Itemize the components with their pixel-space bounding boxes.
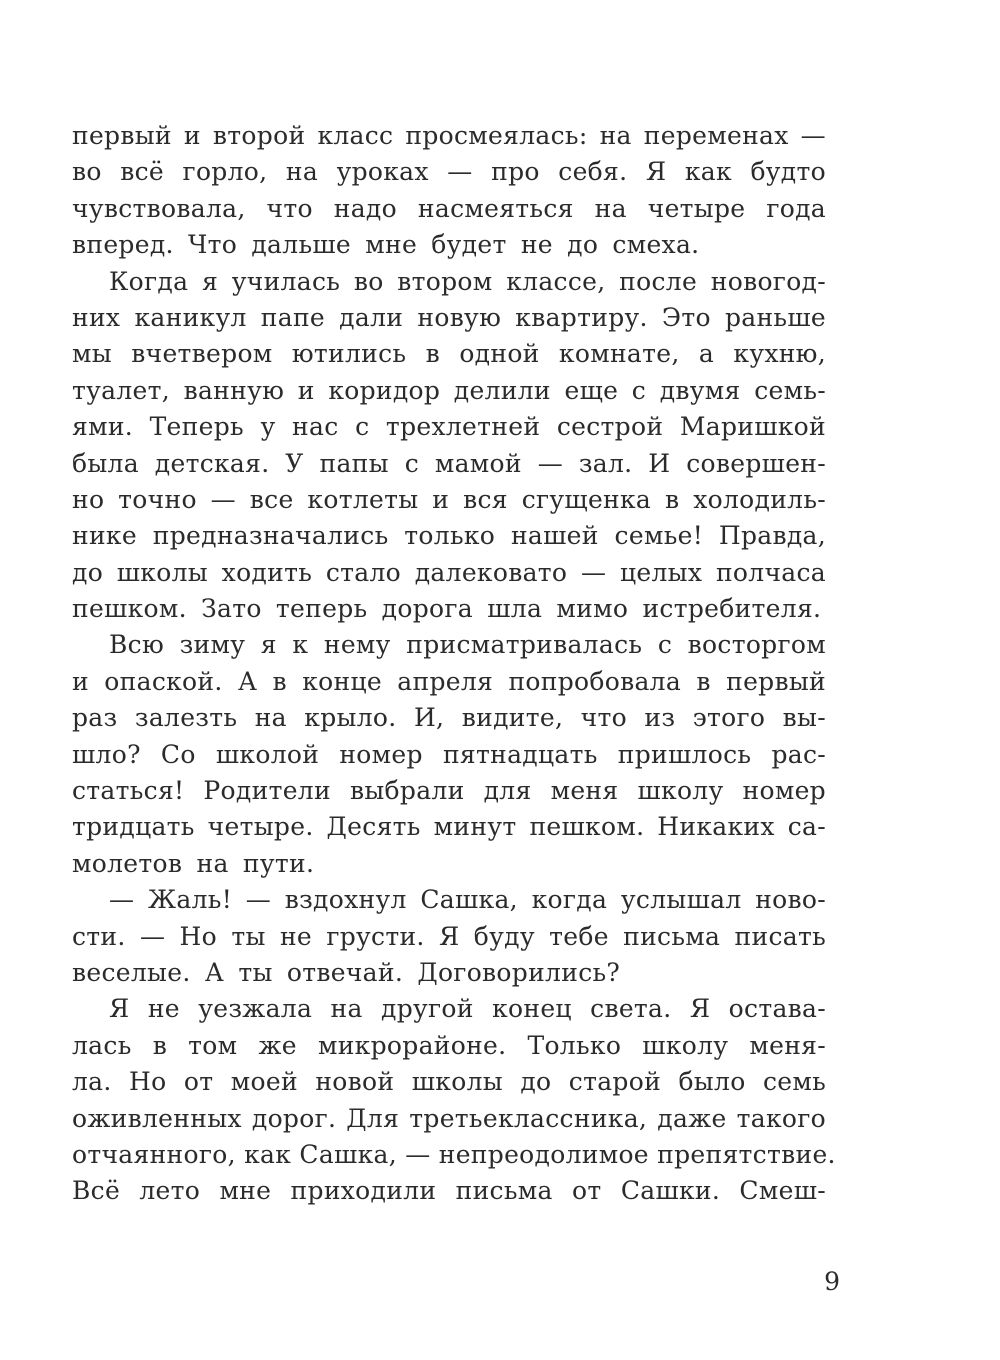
text-line: первый и второй класс просмеялась: на переменах — bbox=[72, 121, 826, 150]
text-line: Когда я училась во втором классе, после новогод- bbox=[109, 266, 826, 296]
text-line: оживленных дорог. Для третьеклассника, даже такого bbox=[72, 1103, 826, 1133]
text-line: и опаской. А в конце апреля попробовала в первый bbox=[72, 666, 826, 696]
page-text bbox=[72, 118, 836, 1210]
text-line: шло? Со школой номер пятнадцать пришлось рас- bbox=[72, 739, 826, 769]
text-line: чувствовала, что надо насмеяться на четыре года bbox=[72, 193, 826, 223]
page-number: 9 bbox=[824, 1267, 840, 1296]
text-line: вперед. Что дальше мне будет не до смеха. bbox=[72, 230, 700, 260]
text-line: молетов на пути. bbox=[72, 848, 315, 878]
text-line: пешком. Зато теперь дорога шла мимо истребителя. bbox=[72, 594, 822, 624]
text-line: нике предназначались только нашей семье! Правда, bbox=[72, 521, 826, 551]
text-line: — Жаль! — вздохнул Сашка, когда услышал ново- bbox=[109, 885, 826, 915]
text-line: Я не уезжала на другой конец света. Я остава- bbox=[109, 994, 826, 1024]
paragraph-3 bbox=[72, 627, 826, 882]
text-line: лась в том же микрорайоне. Только школу меня- bbox=[72, 1030, 826, 1060]
text-line: отчаянного, как Сашка, — непреодолимое препятствие. bbox=[72, 1139, 836, 1169]
text-line: них каникул папе дали новую квартиру. Это раньше bbox=[72, 302, 826, 332]
paragraph-1 bbox=[72, 118, 826, 264]
text-line: раз залезть на крыло. И, видите, что из этого вы- bbox=[72, 703, 826, 733]
paragraph-4 bbox=[72, 882, 826, 991]
text-line: сти. — Но ты не грусти. Я буду тебе письма писать bbox=[72, 921, 826, 951]
text-line: Всё лето мне приходили письма от Сашки. Смеш- bbox=[72, 1176, 826, 1206]
text-line: статься! Родители выбрали для меня школу номер bbox=[72, 776, 826, 806]
text-line: ла. Но от моей новой школы до старой было семь bbox=[72, 1067, 826, 1097]
text-line: мы вчетвером ютились в одной комнате, а кухню, bbox=[72, 339, 826, 369]
text-line: веселые. А ты отвечай. Договорились? bbox=[72, 957, 621, 987]
text-line: Всю зиму я к нему присматривалась с восторгом bbox=[109, 630, 826, 660]
text-line: туалет, ванную и коридор делили еще с двумя семь- bbox=[72, 375, 826, 405]
text-line: ями. Теперь у нас с трехлетней сестрой Маришкой bbox=[72, 412, 826, 442]
text-line: тридцать четыре. Десять минут пешком. Никаких са- bbox=[72, 812, 826, 842]
text-line: во всё горло, на уроках — про себя. Я как будто bbox=[72, 157, 826, 187]
paragraph-5 bbox=[72, 991, 836, 1209]
text-line: до школы ходить стало далековато — целых полчаса bbox=[72, 557, 826, 587]
paragraph-2 bbox=[72, 264, 826, 628]
text-line: была детская. У папы с мамой — зал. И совершен- bbox=[72, 448, 826, 478]
text-line: но точно — все котлеты и вся сгущенка в холодиль- bbox=[72, 484, 826, 514]
